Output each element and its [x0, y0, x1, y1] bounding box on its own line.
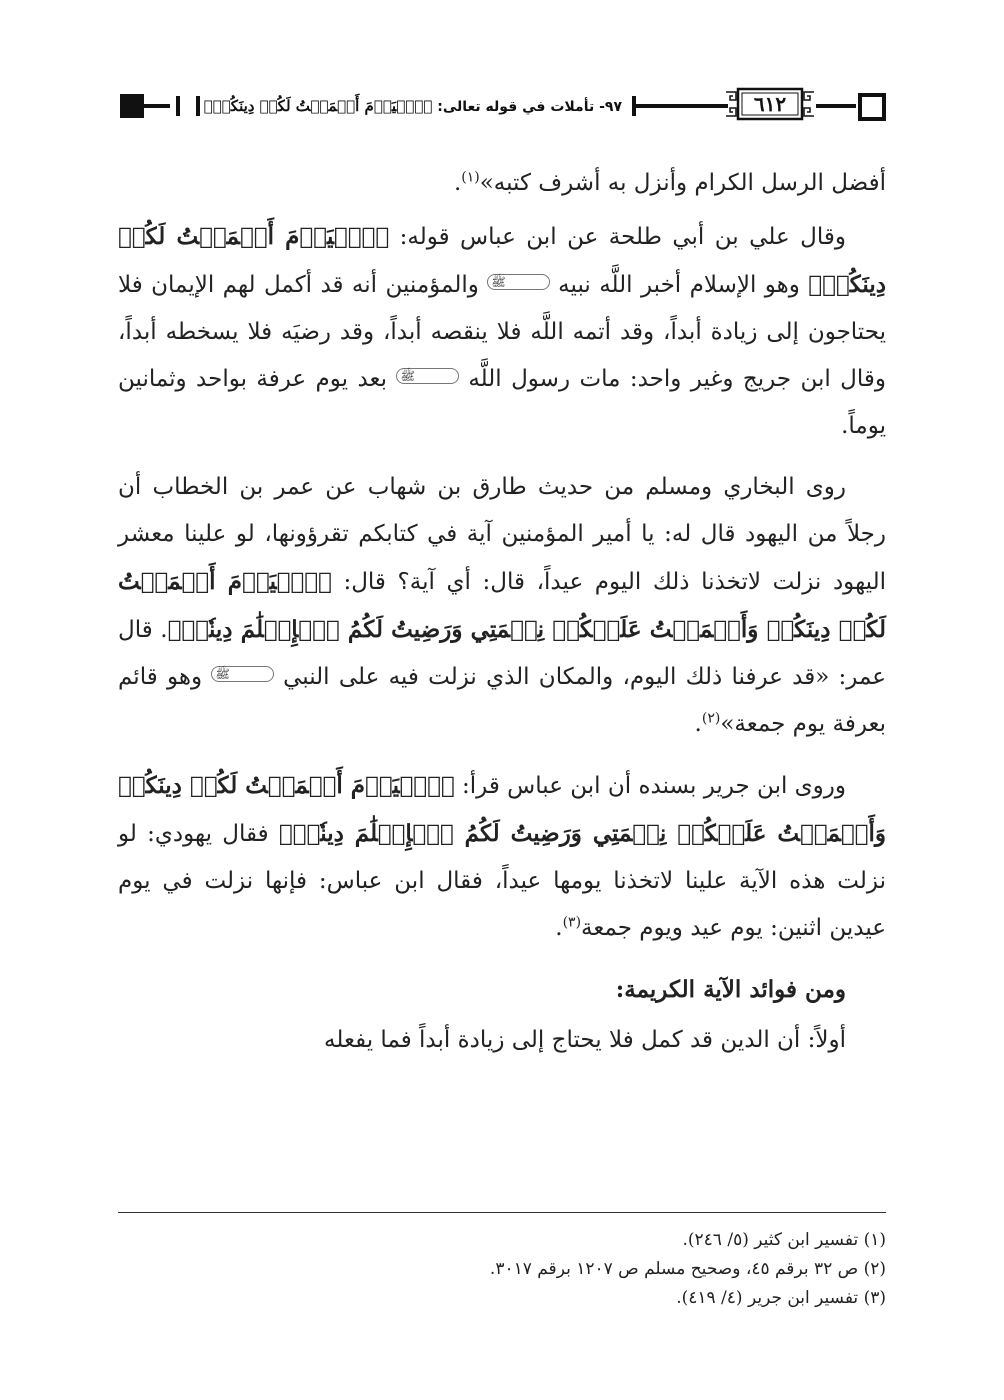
page-number: ٦١٢ [753, 92, 787, 116]
footnotes [118, 1226, 886, 1313]
paragraph-text: فقال يهودي: لو نزلت هذه الآية علينا لاتخذنا يومها عيداً، فقال ابن عباس: فإنها نزلت في يوم عيدين اثنين: يوم عيد ويوم جمعة [118, 821, 886, 941]
header-title-verse: ﴿ٱلۡيَوۡمَ أَكۡمَلۡتُ لَكُمۡ دِينَكُمۡ﴾ [203, 97, 433, 115]
paragraph-end: . [453, 170, 462, 196]
footnote-1: (١) تفسير ابن كثير (٥/ ٢٤٦). [682, 1230, 886, 1250]
footnote-separator [118, 1212, 886, 1213]
paragraph-text: وقال علي بن أبي طلحة عن ابن عباس قوله: [389, 224, 846, 250]
header-bar [196, 96, 200, 116]
header-rule-right [816, 104, 856, 108]
quran-verse: ﴿ٱلۡيَوۡمَ أَكۡمَلۡتُ لَكُمۡ دِينَكُمۡ﴾ [118, 223, 886, 298]
footnote-ref-2[interactable]: (٢) [701, 710, 721, 727]
paragraph-end: . [694, 711, 702, 737]
paragraph-text: وروى ابن جرير بسنده أن ابن عباس قرأ: [454, 773, 846, 799]
salutation-glyph: ﷺ [487, 274, 550, 290]
paragraph-text: أفضل الرسل الكرام وأنزل به أشرف كتبه» [479, 170, 886, 196]
footnote-3: (٣) تفسير ابن جرير (٤/ ٤١٩). [676, 1288, 886, 1308]
quran-verse: ﴿ٱلۡيَوۡمَ أَكۡمَلۡتُ لَكُمۡ دِينَكُمۡ وَأَتۡمَمۡتُ عَلَيۡكُمۡ نِعۡمَتِي وَرَضِيتُ لَكُمُ ٱلۡإِسۡلَٰمَ دِينٗاۚ﴾ [118, 772, 886, 847]
paragraph-2 [118, 213, 886, 450]
footnote-ref-3[interactable]: (٣) [562, 914, 582, 931]
paragraph-text: والمؤمنين أنه قد أكمل لهم الإيمان فلا يحتاجون إلى زيادة أبداً، وقد أتمه اللَّه فلا ينقصه أبداً، وقد رضيَه فلا يسخطه أبداً، وقال ابن جريج وغير واحد: مات رسول اللَّه [118, 272, 886, 392]
paragraph-text: بعد يوم عرفة بواحد وثمانين يوماً. [118, 366, 886, 439]
header-title-prefix: ٩٧- تأملات في قوله تعالى: [432, 99, 622, 115]
header-bar [176, 96, 180, 116]
header-square-filled [120, 94, 144, 118]
header-rule-left [142, 104, 170, 108]
paragraph-text: . قال عمر: «قد عرفنا ذلك اليوم، والمكان الذي نزلت فيه على النبي [118, 617, 886, 690]
quran-verse: ﴿ٱلۡيَوۡمَ أَكۡمَلۡتُ لَكُمۡ دِينَكُمۡ وَأَتۡمَمۡتُ عَلَيۡكُمۡ نِعۡمَتِي وَرَضِيتُ لَكُمُ ٱلۡإِسۡلَٰمَ دِينٗاۚ﴾ [118, 568, 886, 643]
salutation-glyph: ﷺ [211, 666, 274, 682]
salutation-glyph: ﷺ [396, 368, 459, 384]
paragraph-5: أولاً: أن الدين قد كمل فلا يحتاج إلى زيادة أبداً فما يفعله [324, 1027, 846, 1053]
paragraph-3 [118, 464, 886, 748]
main-text [118, 160, 886, 1078]
paragraph-end: . [555, 915, 563, 941]
header-square-outline [858, 93, 886, 121]
section-heading: ومن فوائد الآية الكريمة: [615, 976, 846, 1003]
header-rule-mid [636, 104, 728, 108]
paragraph-4 [118, 762, 886, 952]
paragraph-text: وهو قائم بعرفة يوم جمعة» [118, 664, 886, 737]
header-title [203, 88, 622, 124]
footnote-ref-1[interactable]: (١) [461, 169, 480, 186]
paragraph-1 [118, 160, 886, 207]
paragraph-text: روى البخاري ومسلم من حديث طارق بن شهاب عن عمر بن الخطاب أن رجلاً من اليهود قال له: يا أمير المؤمنين آية في كتابكم تقرؤونها، لو علينا معشر اليهود نزلت لاتخذنا ذلك اليوم عيداً، قال: أي آية؟ قال: [118, 474, 887, 595]
footnote-2: (٢) ص ٣٢ برقم ٤٥، وصحيح مسلم ص ١٢٠٧ برقم ٣٠١٧. [489, 1259, 886, 1279]
page-header [112, 86, 892, 126]
paragraph-text: وهو الإسلام أخبر اللَّه نبيه [549, 272, 809, 298]
